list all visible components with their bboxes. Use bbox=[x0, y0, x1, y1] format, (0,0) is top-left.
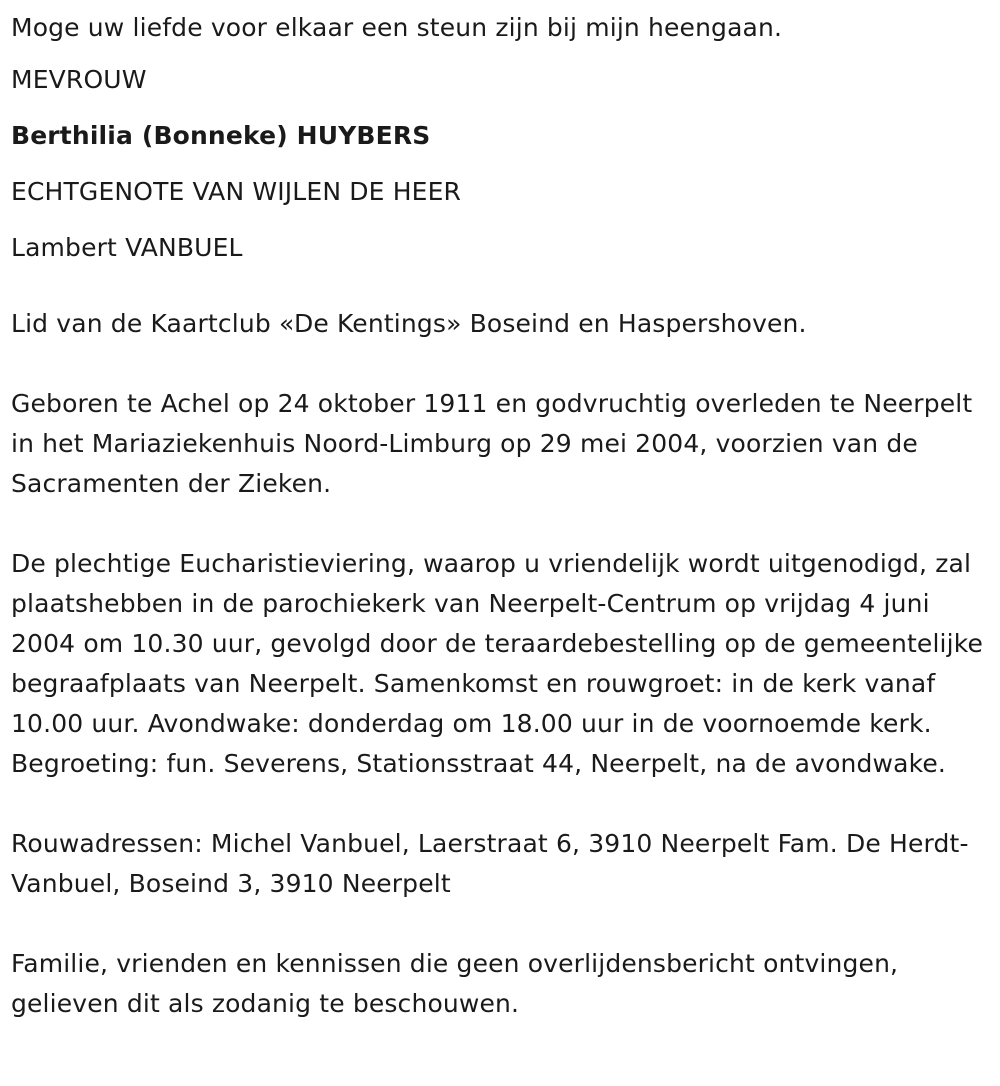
addresses-text: Rouwadressen: Michel Vanbuel, Laerstraat 6, 3910 Neerpelt Fam. De Herdt-Vanbuel, Boseind 3, 3910 Neerpelt bbox=[11, 829, 969, 898]
closing-text: Familie, vrienden en kennissen die geen overlijdensbericht ontvingen, gelieven dit als zodanig te beschouwen. bbox=[11, 949, 899, 1018]
motto-text: Moge uw liefde voor elkaar een steun zijn bij mijn heengaan. bbox=[11, 13, 783, 42]
deceased-title: MEVROUW bbox=[11, 65, 147, 94]
spouse-name: Lambert VANBUEL bbox=[11, 233, 243, 262]
membership-text: Lid van de Kaartclub «De Kentings» Boseind en Haspershoven. bbox=[11, 309, 807, 338]
obituary-document bbox=[11, 8, 995, 1024]
deceased-name: Berthilia (Bonneke) HUYBERS bbox=[11, 121, 431, 150]
ceremony-text: De plechtige Eucharistieviering, waarop u vriendelijk wordt uitgenodigd, zal plaatshebben in de parochiekerk van Neerpelt-Centrum op vrijdag 4 juni 2004 om 10.30 uur, gevolgd door de teraardebestelling op de gemeentelijke begraafplaats van Neerpelt. Samenkomst en rouwgroet: in de kerk vanaf 10.00 uur. Avondwake: donderdag om 18.00 uur in de voornoemde kerk. Begroeting: fun. Severens, Stationsstraat 44, Neerpelt, na de avondwake. bbox=[11, 549, 983, 778]
deceased-relation: ECHTGENOTE VAN WIJLEN DE HEER bbox=[11, 177, 462, 206]
birth-death-text: Geboren te Achel op 24 oktober 1911 en godvruchtig overleden te Neerpelt in het Mariaziekenhuis Noord-Limburg op 29 mei 2004, voorzien van de Sacramenten der Zieken. bbox=[11, 389, 973, 498]
